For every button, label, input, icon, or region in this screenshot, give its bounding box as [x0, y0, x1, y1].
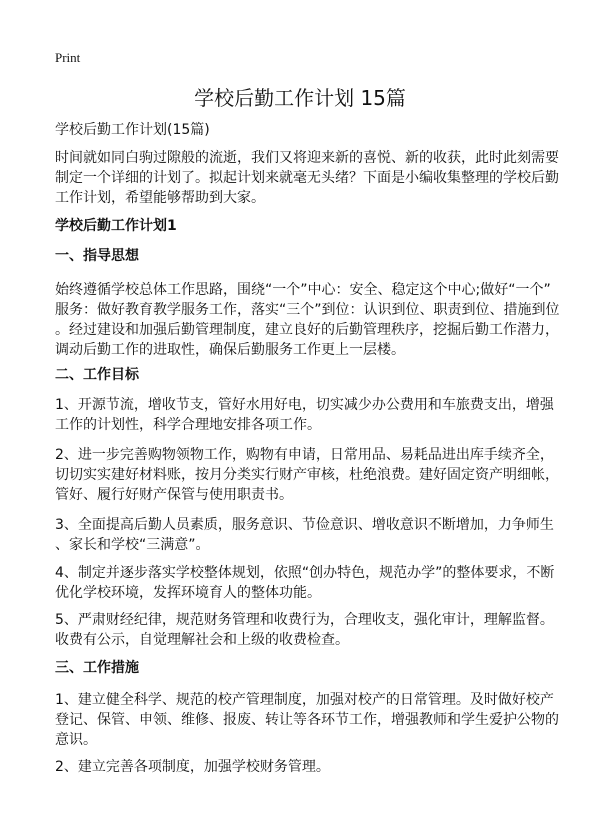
text-line: 5、严肃财经纪律，规范财务管理和收费行为，合理收支，强化审计，理解监督。	[55, 612, 554, 628]
section-title: 学校后勤工作计划1	[55, 218, 177, 234]
heading-guiding-thought: 一、指导思想	[55, 248, 139, 264]
measure-item	[55, 690, 559, 750]
text-line: 始终遵循学校总体工作思路，围绕“一个”中心：安全、稳定这个中心;做好“一个”	[55, 282, 551, 298]
text-line: 制定一个详细的计划了。拟起计划来就毫无头绪？下面是小编收集整理的学校后勤	[55, 170, 559, 186]
goal-item	[55, 515, 555, 555]
goal-item	[55, 395, 555, 435]
goal-item	[55, 563, 555, 603]
print-link[interactable]: Print	[55, 50, 81, 65]
text-line: 管好、履行好财产保管与使用职责书。	[55, 487, 293, 503]
intro-paragraph	[55, 148, 559, 208]
text-line: 2、进一步完善购物领物工作，购物有申请，日常用品、易耗品进出库手续齐全，	[55, 447, 554, 463]
heading-work-goals: 二、工作目标	[55, 367, 139, 383]
guiding-paragraph	[55, 280, 560, 360]
measure-item	[55, 757, 555, 777]
text-line: 。经过建设和加强后勤管理制度，建立良好的后勤管理秩序，挖掘后勤工作潜力，	[55, 322, 559, 338]
text-line: 收费有公示，自觉理解社会和上级的收费检查。	[55, 632, 349, 648]
goal-item	[55, 610, 555, 650]
text-line: 1、开源节流，增收节支，管好水用好电，切实减少办公费用和车旅费支出，增强	[55, 397, 554, 413]
text-line: 工作的计划性，科学合理地安排各项工作。	[55, 417, 321, 433]
text-line: 工作计划，希望能够帮助到大家。	[55, 190, 265, 206]
text-line: 切切实实建好材料账，按月分类实行财产审核，杜绝浪费。建好固定资产明细帐，	[55, 467, 559, 483]
page-title: 学校后勤工作计划 15篇	[194, 86, 406, 110]
goal-item	[55, 445, 559, 505]
text-line: 意识。	[55, 732, 97, 748]
text-line: 服务：做好教育教学服务工作，落实“三个”到位：认识到位、职责到位、措施到位	[55, 302, 560, 318]
text-line: 时间就如同白驹过隙般的流逝，我们又将迎来新的喜悦、新的收获，此时此刻需要	[55, 150, 559, 166]
text-line: 登记、保管、申领、维修、报废、转让等各环节工作，增强教师和学生爱护公物的	[55, 712, 559, 728]
text-line: 2、建立完善各项制度，加强学校财务管理。	[55, 759, 330, 775]
text-line: 3、全面提高后勤人员素质，服务意识、节俭意识、增收意识不断增加，力争师生	[55, 517, 554, 533]
text-line: 、家长和学校“三满意”。	[55, 537, 210, 553]
text-line: 优化学校环境，发挥环境育人的整体功能。	[55, 585, 321, 601]
text-line: 1、建立健全科学、规范的校产管理制度，加强对校产的日常管理。及时做好校产	[55, 692, 554, 708]
subtitle: 学校后勤工作计划(15篇)	[55, 122, 210, 138]
heading-work-measures: 三、工作措施	[55, 660, 139, 676]
text-line: 调动后勤工作的进取性，确保后勤服务工作更上一层楼。	[55, 342, 405, 358]
text-line: 4、制定并逐步落实学校整体规划，依照“创办特色，规范办学”的整体要求，不断	[55, 565, 555, 581]
